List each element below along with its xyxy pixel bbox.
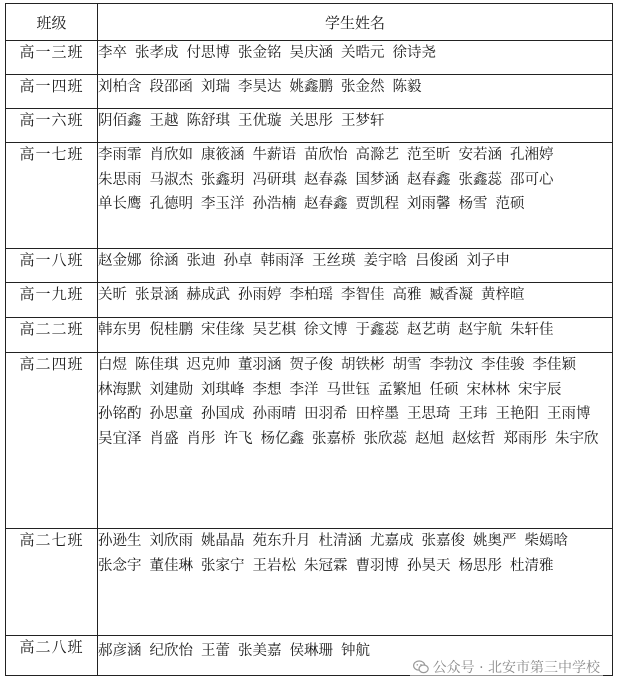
student-name: 王玮 bbox=[458, 406, 488, 422]
student-name: 陈毅 bbox=[392, 79, 422, 95]
student-name: 姚鑫鹏 bbox=[289, 79, 333, 95]
student-name: 朱宇欣 bbox=[555, 430, 599, 447]
class-row bbox=[6, 109, 613, 143]
student-name: 马淑杰 bbox=[149, 171, 193, 188]
student-name: 肖彤 bbox=[186, 430, 216, 447]
class-name-cell: 高二七班 bbox=[6, 529, 98, 636]
student-name: 白煜 bbox=[98, 357, 127, 373]
student-name: 吴艺棋 bbox=[252, 322, 296, 338]
student-names-cell bbox=[98, 249, 613, 283]
student-name: 孙雨婷 bbox=[238, 287, 282, 303]
wechat-icon bbox=[413, 660, 429, 674]
student-name: 刘雨馨 bbox=[407, 196, 451, 212]
student-name: 赵炫哲 bbox=[452, 430, 496, 447]
student-name: 王艳阳 bbox=[495, 406, 539, 422]
student-name: 邵可心 bbox=[510, 171, 554, 188]
class-row bbox=[6, 529, 613, 636]
student-name: 张嘉俊 bbox=[421, 533, 465, 549]
student-name: 李柏瑶 bbox=[289, 287, 333, 303]
student-name: 李卒 bbox=[98, 45, 127, 61]
student-name: 任硕 bbox=[429, 381, 459, 398]
student-name: 陈舒琪 bbox=[186, 113, 230, 129]
class-row bbox=[6, 249, 613, 283]
student-name: 于鑫蕊 bbox=[355, 322, 399, 338]
student-name: 赵春鑫 bbox=[304, 196, 348, 212]
student-name: 朱冠霖 bbox=[304, 557, 348, 574]
student-name: 胡铁彬 bbox=[341, 357, 385, 373]
student-name: 李玉洋 bbox=[201, 196, 245, 212]
student-name: 孙昊天 bbox=[407, 557, 451, 574]
student-name: 吴宜泽 bbox=[98, 430, 142, 447]
student-names-cell bbox=[98, 41, 613, 75]
student-name: 国梦涵 bbox=[355, 171, 399, 188]
class-row bbox=[6, 318, 613, 353]
student-name: 黄梓暄 bbox=[481, 287, 525, 303]
student-name: 付思博 bbox=[186, 45, 230, 61]
names-column-header: 学生姓名 bbox=[98, 4, 613, 41]
student-name: 杨雪 bbox=[458, 196, 488, 212]
student-name: 张金然 bbox=[341, 79, 385, 95]
student-name: 朱思雨 bbox=[98, 171, 142, 188]
class-name-cell: 高二二班 bbox=[6, 318, 98, 353]
student-name: 赵艺萌 bbox=[407, 322, 451, 338]
student-name: 贾凯程 bbox=[355, 196, 399, 212]
student-name: 张念宇 bbox=[98, 557, 142, 574]
student-name: 韩雨泽 bbox=[260, 253, 304, 269]
student-name: 刘子申 bbox=[466, 253, 510, 269]
student-name: 李雨霏 bbox=[98, 147, 142, 163]
student-name: 杜清雅 bbox=[510, 557, 554, 574]
student-name: 王雨博 bbox=[547, 406, 591, 422]
student-name: 李昊达 bbox=[238, 79, 282, 95]
student-name: 苑东升月 bbox=[252, 533, 311, 549]
student-name: 张欣蕊 bbox=[363, 430, 407, 447]
student-name: 王越 bbox=[149, 113, 179, 129]
class-name-cell: 高一三班 bbox=[6, 41, 98, 75]
class-name-cell: 高一四班 bbox=[6, 75, 98, 109]
watermark-text: 公众号 · 北安市第三中学校 bbox=[432, 660, 600, 676]
class-row bbox=[6, 353, 613, 529]
student-name: 高滁艺 bbox=[355, 147, 399, 163]
student-names-cell bbox=[98, 143, 613, 249]
student-names-cell bbox=[98, 109, 613, 143]
student-name: 田羽希 bbox=[304, 406, 348, 422]
student-name: 张鑫玥 bbox=[201, 171, 245, 188]
student-name: 孙铭酌 bbox=[98, 406, 142, 422]
student-name: 董羽涵 bbox=[238, 357, 282, 373]
class-row bbox=[6, 75, 613, 109]
student-name: 苗欣怡 bbox=[304, 147, 348, 163]
student-name: 孔湘婷 bbox=[510, 147, 554, 163]
student-name: 孙雨晴 bbox=[252, 406, 296, 422]
student-name: 赵春淼 bbox=[304, 171, 348, 188]
class-row bbox=[6, 143, 613, 249]
student-name: 肖盛 bbox=[149, 430, 179, 447]
student-names-cell bbox=[98, 353, 613, 529]
student-name: 李想 bbox=[252, 381, 282, 398]
student-name: 臧香凝 bbox=[429, 287, 473, 303]
student-name: 姜宇晗 bbox=[363, 253, 407, 269]
student-name: 王岩松 bbox=[252, 557, 296, 574]
student-name: 纪欣怡 bbox=[149, 643, 193, 659]
class-row bbox=[6, 283, 613, 318]
student-name: 关昕 bbox=[98, 287, 127, 303]
table-header-row bbox=[6, 4, 613, 41]
student-name: 刘瑞 bbox=[201, 79, 230, 95]
student-name: 赵旭 bbox=[415, 430, 444, 447]
student-name: 安若涵 bbox=[458, 147, 502, 163]
student-name: 杜清涵 bbox=[318, 533, 362, 549]
student-name: 朱轩佳 bbox=[510, 322, 554, 338]
student-name: 关思彤 bbox=[289, 113, 333, 129]
student-name: 张鑫蕊 bbox=[458, 171, 502, 188]
student-name: 张金铭 bbox=[238, 45, 282, 61]
student-name: 孙浩楠 bbox=[252, 196, 296, 212]
student-name: 姚奥严 bbox=[473, 533, 517, 549]
student-name: 王梦轩 bbox=[341, 113, 385, 129]
student-name: 钟航 bbox=[341, 643, 370, 659]
student-name: 胡雪 bbox=[392, 357, 422, 373]
student-name: 王思琦 bbox=[407, 406, 451, 422]
student-name: 康筱涵 bbox=[201, 147, 245, 163]
student-name: 孙思童 bbox=[149, 406, 193, 422]
student-name: 王丝瑛 bbox=[312, 253, 356, 269]
class-row bbox=[6, 41, 613, 75]
class-column-header: 班级 bbox=[6, 4, 98, 41]
student-name: 王蕾 bbox=[201, 643, 230, 659]
student-name: 肖欣如 bbox=[149, 147, 193, 163]
student-name: 徐文博 bbox=[304, 322, 348, 338]
class-name-cell: 高二八班 bbox=[6, 636, 98, 676]
student-name: 孙逊生 bbox=[98, 533, 142, 549]
student-name: 李佳颖 bbox=[532, 357, 576, 373]
class-name-cell: 高一六班 bbox=[6, 109, 98, 143]
student-name: 宋林林 bbox=[466, 381, 510, 398]
student-name: 李勃汶 bbox=[429, 357, 473, 373]
student-name: 张美嘉 bbox=[238, 643, 282, 659]
student-name: 宋宇辰 bbox=[518, 381, 562, 398]
student-name: 许飞 bbox=[223, 430, 253, 447]
class-name-cell: 高二四班 bbox=[6, 353, 98, 529]
student-name: 田梓墨 bbox=[355, 406, 399, 422]
student-name: 张孝成 bbox=[135, 45, 179, 61]
student-name: 刘欣雨 bbox=[149, 533, 193, 549]
student-name: 单长鹰 bbox=[98, 196, 142, 212]
student-name: 贺子俊 bbox=[289, 357, 333, 373]
student-name: 赵春鑫 bbox=[407, 171, 451, 188]
student-roster-table bbox=[5, 3, 613, 676]
student-name: 张迪 bbox=[186, 253, 216, 269]
watermark bbox=[410, 656, 603, 678]
student-name: 刘建勋 bbox=[149, 381, 193, 398]
student-name: 刘琪峰 bbox=[201, 381, 245, 398]
student-name: 孟繁旭 bbox=[378, 381, 422, 398]
student-name: 段邵函 bbox=[149, 79, 193, 95]
student-name: 冯研琪 bbox=[252, 171, 296, 188]
student-name: 迟克帅 bbox=[186, 357, 230, 373]
student-name: 赵金娜 bbox=[98, 253, 142, 269]
student-name: 徐涵 bbox=[149, 253, 179, 269]
student-name: 韩东男 bbox=[98, 322, 142, 338]
student-name: 孔德明 bbox=[149, 196, 193, 212]
student-name: 陈佳琪 bbox=[135, 357, 179, 373]
student-name: 曹羽博 bbox=[355, 557, 399, 574]
student-name: 孙国成 bbox=[201, 406, 245, 422]
student-name: 吕俊函 bbox=[415, 253, 459, 269]
student-name: 范硕 bbox=[495, 196, 525, 212]
student-name: 杨亿鑫 bbox=[260, 430, 304, 447]
class-name-cell: 高一九班 bbox=[6, 283, 98, 318]
student-name: 尤嘉成 bbox=[370, 533, 414, 549]
student-name: 倪桂鹏 bbox=[149, 322, 193, 338]
student-name: 柴嫣晗 bbox=[524, 533, 568, 549]
student-name: 范至昕 bbox=[407, 147, 451, 163]
student-name: 阴佰鑫 bbox=[98, 113, 142, 129]
student-name: 林海默 bbox=[98, 381, 142, 398]
class-name-cell: 高一八班 bbox=[6, 249, 98, 283]
student-name: 郝彦涵 bbox=[98, 643, 142, 659]
student-name: 赵宇航 bbox=[458, 322, 502, 338]
student-name: 吴庆涵 bbox=[289, 45, 333, 61]
student-name: 赫成武 bbox=[186, 287, 230, 303]
student-name: 杨思彤 bbox=[458, 557, 502, 574]
student-name: 高雅 bbox=[392, 287, 422, 303]
student-name: 关晧元 bbox=[341, 45, 385, 61]
student-name: 张景涵 bbox=[135, 287, 179, 303]
student-name: 李洋 bbox=[289, 381, 319, 398]
student-names-cell bbox=[98, 318, 613, 353]
student-name: 刘柏含 bbox=[98, 79, 142, 95]
student-names-cell bbox=[98, 75, 613, 109]
student-name: 牛薪语 bbox=[252, 147, 296, 163]
class-name-cell: 高一七班 bbox=[6, 143, 98, 249]
student-name: 李佳骏 bbox=[481, 357, 525, 373]
student-name: 董佳琳 bbox=[149, 557, 193, 574]
student-names-cell bbox=[98, 529, 613, 636]
student-name: 张嘉桥 bbox=[312, 430, 356, 447]
student-name: 马世钰 bbox=[326, 381, 370, 398]
student-names-cell bbox=[98, 283, 613, 318]
roster-body bbox=[6, 41, 613, 676]
student-name: 张家宁 bbox=[201, 557, 245, 574]
student-name: 李智佳 bbox=[341, 287, 385, 303]
student-name: 王优璇 bbox=[238, 113, 282, 129]
student-name: 姚晶晶 bbox=[201, 533, 245, 549]
student-name: 宋佳缘 bbox=[201, 322, 245, 338]
student-name: 郑雨彤 bbox=[503, 430, 547, 447]
student-name: 孙卓 bbox=[223, 253, 253, 269]
student-name: 徐诗尧 bbox=[392, 45, 436, 61]
student-name: 侯琳珊 bbox=[289, 643, 333, 659]
